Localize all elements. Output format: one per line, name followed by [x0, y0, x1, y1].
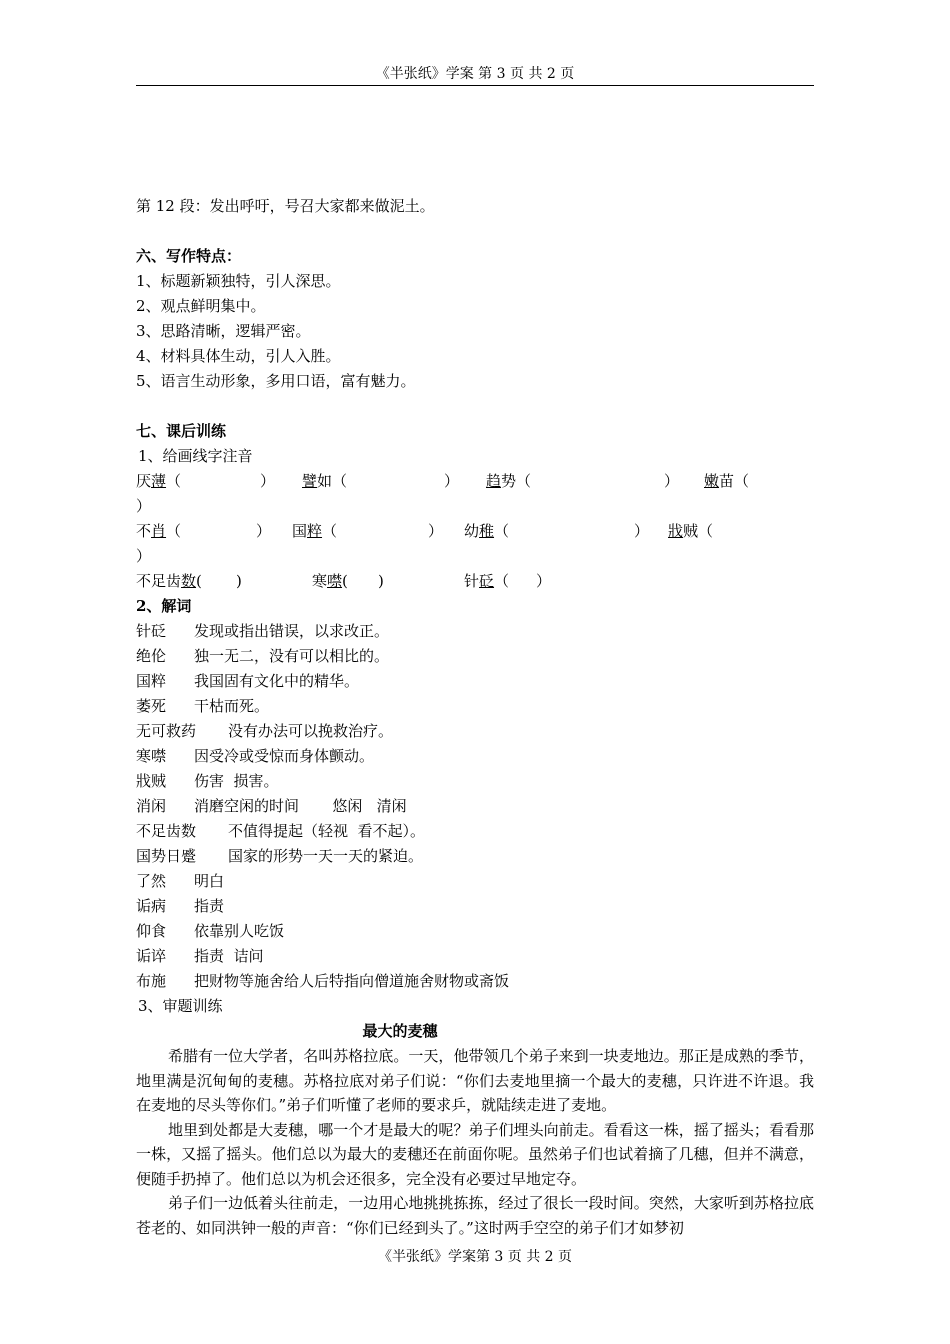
pinyin-item: 嫩苗（ [704, 472, 750, 490]
pinyin-item: 戕贼（ [668, 522, 714, 540]
pinyin-close: ） [664, 472, 680, 490]
pinyin-close: ） [536, 572, 552, 590]
story-paragraph: 弟子们一边低着头往前走，一边用心地挑挑拣拣，经过了很长一段时间。突然，大家听到苏格拉底苍老的、如同洪钟一般的声音：“你们已经到头了。”这时两手空空的弟子们才如梦初 [136, 1194, 814, 1237]
pinyin-row-1-wrap: ） [136, 497, 152, 515]
glossary-entry: 诟谇 指责 诘问 [136, 947, 264, 965]
pinyin-row-2 [136, 519, 814, 544]
pinyin-item: 趋势（ [486, 472, 532, 490]
glossary-entry: 国粹 我国固有文化中的精华。 [136, 672, 360, 690]
pinyin-row-3 [136, 569, 814, 594]
story-title: 最大的麦穗 [362, 1022, 438, 1040]
story-paragraph: 地里到处都是大麦穗，哪一个才是最大的呢？弟子们埋头向前走。看看这一株，摇了摇头；看看那一株，又摇了摇头。他们总以为最大的麦穗还在前面你呢。虽然弟子们也试着摘了几穗，但并不满意，便随手扔掉了。他们总以为机会还很多，完全没有必要过早地定夺。 [136, 1120, 814, 1188]
glossary-entry: 仰食 依靠别人吃饭 [136, 922, 285, 940]
pinyin-item: 针砭（ [464, 572, 510, 590]
glossary-entry: 布施 把财物等施舍给人后特指向僧道施舍财物或斋饭 [136, 972, 510, 990]
section-7-title: 七、课后训练 [136, 422, 227, 440]
pinyin-item: 不肖（ [136, 522, 182, 540]
header-rule [136, 85, 814, 86]
pinyin-close: ） [260, 472, 276, 490]
exercise-2-title: 2、解词 [136, 597, 192, 615]
exercise-3-title: 3、审题训练 [138, 997, 223, 1015]
glossary-entry: 寒噤 因受冷或受惊而身体颤动。 [136, 747, 375, 765]
glossary-entry: 国势日蹙 国家的形势一天一天的紧迫。 [136, 847, 424, 865]
document-body [136, 194, 814, 1240]
pinyin-item: 寒噤( [312, 572, 348, 590]
pinyin-close: ) [236, 572, 242, 590]
pinyin-item: 幼稚（ [464, 522, 510, 540]
glossary-entry: 萎死 干枯而死。 [136, 697, 270, 715]
pinyin-close: ） [256, 522, 272, 540]
pinyin-row-1 [136, 469, 814, 494]
feature-item: 3、思路清晰，逻辑严密。 [136, 322, 311, 340]
pinyin-item: 厌薄（ [136, 472, 182, 490]
glossary-entry: 诟病 指责 [136, 897, 225, 915]
pinyin-item: 国粹（ [292, 522, 338, 540]
glossary-entry: 消闲 消磨空闲的时间 悠闲 清闲 [136, 797, 407, 815]
exercise-1-title: 1、给画线字注音 [138, 447, 253, 465]
pinyin-close: ) [378, 572, 384, 590]
feature-item: 2、观点鲜明集中。 [136, 297, 266, 315]
story-paragraph: 希腊有一位大学者，名叫苏格拉底。一天，他带领几个弟子来到一块麦地边。那正是成熟的季节，地里满是沉甸甸的麦穗。苏格拉底对弟子们说：“你们去麦地里摘一个最大的麦穗，只许进不许退。我在麦地的尽头等你们。”弟子们听懂了老师的要求乒，就陆续走进了麦地。 [136, 1047, 814, 1114]
glossary-entry: 不足齿数 不值得提起（轻视 看不起）。 [136, 822, 426, 840]
pinyin-item: 譬如（ [302, 472, 348, 490]
glossary-entry: 针砭 发现或指出错误，以求改正。 [136, 622, 390, 640]
pinyin-item: 不足齿数( [136, 572, 202, 590]
section-6-title: 六、写作特点： [136, 247, 242, 265]
glossary-entry: 了然 明白 [136, 872, 225, 890]
pinyin-close: ） [428, 522, 444, 540]
feature-item: 1、标题新颖独特，引人深思。 [136, 272, 341, 290]
paragraph-12-summary: 第 12 段：发出呼吁，号召大家都来做泥土。 [136, 197, 435, 215]
pinyin-close: ） [444, 472, 460, 490]
feature-item: 5、语言生动形象，多用口语，富有魅力。 [136, 372, 416, 390]
pinyin-close: ） [634, 522, 650, 540]
glossary-entry: 绝伦 独一无二，没有可以相比的。 [136, 647, 390, 665]
pinyin-row-2-wrap: ） [136, 547, 152, 565]
glossary-entry: 戕贼 伤害 损害。 [136, 772, 279, 790]
feature-item: 4、材料具体生动，引人入胜。 [136, 347, 341, 365]
page-footer: 《半张纸》学案第 3 页 共 2 页 [377, 1249, 573, 1265]
page-header: 《半张纸》学案 第 3 页 共 2 页 [375, 66, 575, 82]
glossary-entry: 无可救药 没有办法可以挽救治疗。 [136, 722, 394, 740]
